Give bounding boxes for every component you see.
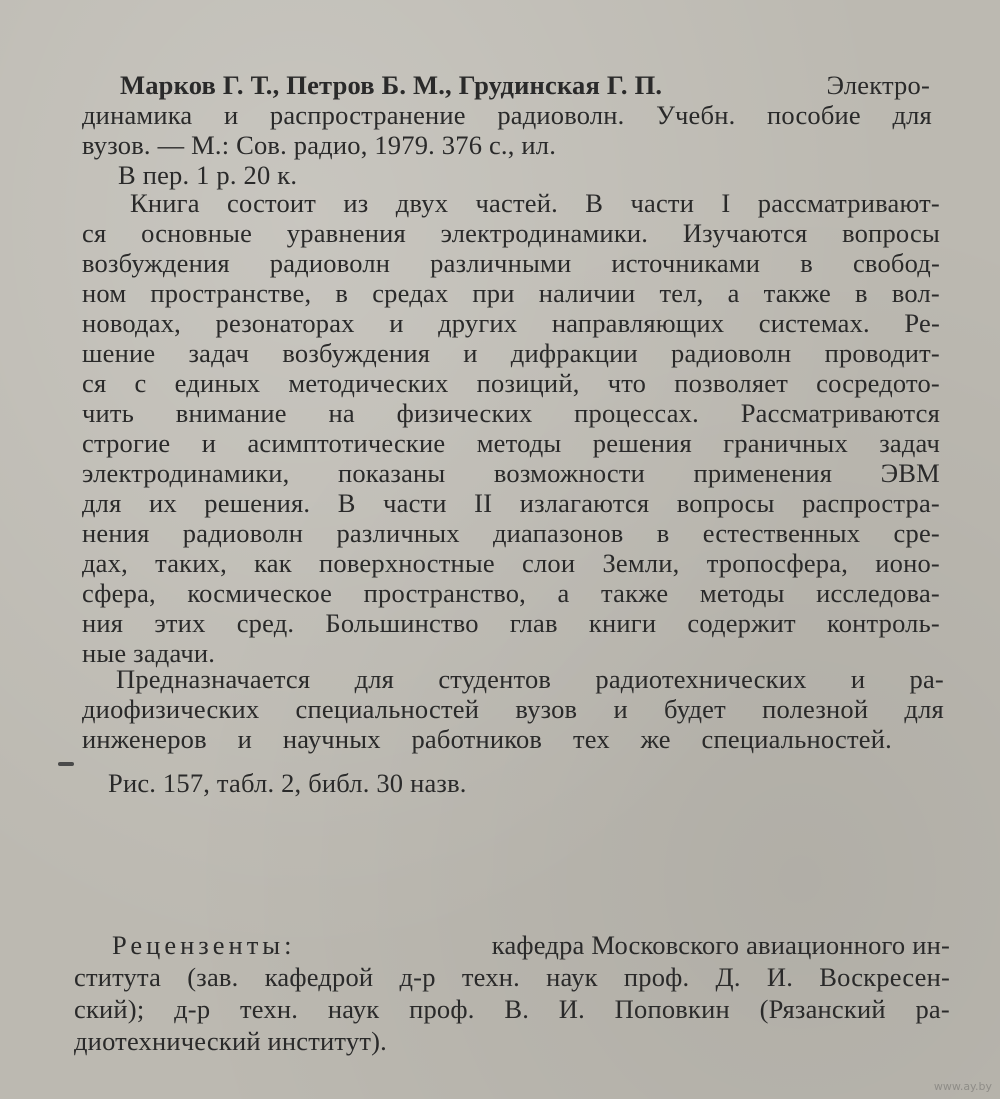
word: таких, [155, 548, 227, 578]
word: же [640, 724, 671, 754]
word: источниками [611, 248, 761, 278]
word: проф. [409, 994, 475, 1024]
word: сосредото- [816, 368, 940, 398]
word: проводит- [824, 338, 940, 368]
word: возбуждения [82, 248, 230, 278]
word: для [354, 664, 395, 694]
citation-title-start: Электро- [826, 70, 930, 100]
word: возбуждения [282, 338, 431, 368]
abstract-line [130, 188, 940, 218]
word: и [223, 100, 239, 130]
abstract-line [82, 608, 940, 638]
audience-line [116, 664, 944, 694]
word: свобод- [852, 248, 940, 278]
word: асимптотические [247, 428, 446, 458]
word: ститута [74, 962, 162, 992]
word: д-р [174, 994, 211, 1024]
word: граничных [723, 428, 848, 458]
word: слои [522, 548, 576, 578]
word: ра- [915, 994, 950, 1024]
abstract-line [82, 368, 940, 398]
word: научных [282, 724, 381, 754]
abstract-text [82, 308, 940, 338]
abstract-line [82, 398, 940, 428]
word: что [607, 368, 647, 398]
word: распростра- [802, 488, 940, 518]
audience-line [82, 724, 892, 754]
abstract-line [82, 578, 940, 608]
word: книги [588, 608, 657, 638]
word: шение [82, 338, 156, 368]
word: работников [411, 724, 543, 754]
word: частей. [475, 188, 558, 218]
abstract-text [82, 398, 940, 428]
word: а [557, 578, 570, 608]
citation-line-1 [120, 70, 930, 100]
word: техн. [240, 994, 299, 1024]
word: радиоволн [671, 338, 792, 368]
word: Воскресен- [819, 962, 950, 992]
word: будет [664, 694, 726, 724]
abstract-line [82, 518, 940, 548]
word: В [585, 188, 604, 218]
abstract-text [82, 248, 940, 278]
word: дифракции [510, 338, 638, 368]
abstract-text [82, 338, 940, 368]
reviewers-text [74, 994, 950, 1024]
word: строгие [82, 428, 171, 458]
word: решения. [204, 488, 311, 518]
word: состоит [227, 188, 317, 218]
word: физических [396, 398, 533, 428]
word: различными [430, 248, 572, 278]
word: вопросы [676, 488, 775, 518]
word: наличии [538, 278, 636, 308]
word: пространстве, [150, 278, 312, 308]
word: в [800, 248, 813, 278]
word: из [343, 188, 369, 218]
word: нения [82, 518, 150, 548]
word: Поповкин [614, 994, 730, 1024]
word: и [463, 338, 478, 368]
word: основные [141, 218, 253, 248]
word: специальностей. [701, 724, 892, 754]
word: исследова- [816, 578, 940, 608]
abstract-line [82, 428, 940, 458]
word: новодах, [82, 308, 181, 338]
word: с [134, 368, 147, 398]
word: проф. [623, 962, 690, 992]
word: радиоволн [269, 248, 391, 278]
word: глав [509, 608, 558, 638]
watermark: www.ay.by [933, 1080, 992, 1093]
citation-line-2 [82, 100, 932, 130]
word: пособие [766, 100, 861, 130]
word: средах [372, 278, 449, 308]
word: методических [288, 368, 449, 398]
word: при [472, 278, 515, 308]
word: дах, [82, 548, 128, 578]
word: внимание [175, 398, 287, 428]
word: динамика [82, 100, 193, 130]
word: контроль- [826, 608, 940, 638]
word: (зав. [187, 962, 239, 992]
word: сфера, [82, 578, 156, 608]
word: электродинамики, [82, 458, 290, 488]
abstract-line [82, 218, 940, 248]
audience-line [82, 694, 944, 724]
word: части [630, 188, 695, 218]
word: ном [82, 278, 127, 308]
word: космическое [187, 578, 333, 608]
abstract-line [82, 278, 940, 308]
word: позиций, [476, 368, 580, 398]
citation-authors: Марков Г. Т., Петров Б. М., Грудинская Г. П. [120, 70, 663, 100]
audience-text [82, 694, 944, 724]
word: вол- [891, 278, 940, 308]
abstract-text [82, 578, 940, 608]
abstract-text [82, 278, 940, 308]
word: применения [693, 458, 833, 488]
abstract-text [82, 518, 940, 548]
word: для [82, 488, 122, 518]
word: поверхностные [319, 548, 495, 578]
word: И. [766, 962, 794, 992]
word: этих [154, 608, 206, 638]
word: возможности [493, 458, 646, 488]
word: показаны [337, 458, 446, 488]
reviewers-label: Рецензенты: [112, 930, 296, 960]
word: II [474, 488, 493, 518]
word: других [438, 308, 518, 338]
abstract-text [130, 188, 940, 218]
word: ионо- [875, 548, 940, 578]
word: диофизических [82, 694, 260, 724]
word: В [337, 488, 356, 518]
reviewers-text [74, 962, 950, 992]
word: и [389, 308, 404, 338]
word: уравнения [286, 218, 406, 248]
abstract-text [82, 428, 940, 458]
word: и [237, 724, 253, 754]
word: инженеров [82, 724, 207, 754]
word: для [892, 100, 932, 130]
word: в [335, 278, 349, 308]
price: В пер. 1 р. 20 к. [118, 160, 298, 190]
word: (Рязанский [759, 994, 886, 1024]
word: излагаются [519, 488, 650, 518]
word: также [601, 578, 669, 608]
reviewers-line-2 [74, 962, 950, 992]
word: сред. [236, 608, 295, 638]
word: Ре- [904, 308, 940, 338]
word: радиотехнических [595, 664, 807, 694]
word: радиоволн. [497, 100, 625, 130]
word: и [201, 428, 217, 458]
citation-line-3: вузов. — М.: Сов. радио, 1979. 376 с., ил. [82, 130, 557, 160]
word: процессах. [574, 398, 699, 428]
word: рассматривают- [757, 188, 940, 218]
word: радиоволн [182, 518, 304, 548]
abstract-line [82, 488, 940, 518]
word: наук [327, 994, 380, 1024]
word: как [254, 548, 292, 578]
reviewers-line-3 [74, 994, 950, 1024]
word: наук [546, 962, 598, 992]
word: ЭВМ [880, 458, 940, 488]
word: методы [476, 428, 562, 458]
reviewers-line-4: диотехнический институт). [74, 1026, 387, 1056]
word: для [904, 694, 944, 724]
word: ся [82, 368, 107, 398]
word: ся [82, 218, 107, 248]
word: диапазонов [492, 518, 624, 548]
abstract-line: ные задачи. [82, 638, 216, 668]
word: системах. [758, 308, 870, 338]
word: Д. [715, 962, 741, 992]
word: сре- [893, 518, 940, 548]
word: пространство, [363, 578, 527, 608]
word: распространение [269, 100, 466, 130]
abstract-line [82, 338, 940, 368]
word: д-р [399, 962, 436, 992]
abstract-line [82, 308, 940, 338]
word: резонаторах [215, 308, 355, 338]
word: вопросы [842, 218, 940, 248]
word: Предназначается [116, 664, 311, 694]
abstract-text [82, 218, 940, 248]
word: задач [879, 428, 940, 458]
word: Рассматриваются [740, 398, 940, 428]
word: полезной [762, 694, 869, 724]
word: И. [558, 994, 585, 1024]
word: Учебн. [656, 100, 736, 130]
ink-mark [58, 762, 74, 766]
word: ский); [74, 994, 145, 1024]
word: Большинство [325, 608, 479, 638]
word: Изучаются [682, 218, 808, 248]
figures-count: Рис. 157, табл. 2, библ. 30 назв. [108, 768, 467, 798]
word: специальностей [295, 694, 480, 724]
word: различных [336, 518, 460, 548]
word: их [148, 488, 177, 518]
citation-text [82, 100, 932, 130]
word: техн. [461, 962, 520, 992]
word: также [763, 278, 831, 308]
word: тех [572, 724, 610, 754]
word: методы [699, 578, 785, 608]
abstract-line [82, 248, 940, 278]
abstract-text [82, 458, 940, 488]
word: тел, [659, 278, 704, 308]
word: в [855, 278, 868, 308]
word: тропосфера, [706, 548, 849, 578]
word: задач [188, 338, 250, 368]
word: чить [82, 398, 134, 428]
word: двух [395, 188, 449, 218]
word: ра- [909, 664, 944, 694]
word: содержит [687, 608, 796, 638]
word: В. [504, 994, 530, 1024]
word: ния [82, 608, 124, 638]
word: части [383, 488, 447, 518]
word: и [613, 694, 628, 724]
audience-text [116, 664, 944, 694]
word: на [328, 398, 355, 428]
word: направляющих [551, 308, 725, 338]
word: единых [174, 368, 261, 398]
reviewers-line-1 [112, 930, 950, 960]
abstract-text [82, 368, 940, 398]
word: вузов [515, 694, 578, 724]
word: решения [592, 428, 692, 458]
abstract-text [82, 488, 940, 518]
word: а [727, 278, 740, 308]
abstract-text [82, 548, 940, 578]
word: и [850, 664, 866, 694]
word: электродинамики. [440, 218, 649, 248]
word: Земли, [602, 548, 680, 578]
reviewers-text: кафедра Московского авиационного ин- [491, 930, 950, 960]
word: Книга [130, 188, 200, 218]
word: студентов [438, 664, 552, 694]
word: кафедрой [264, 962, 374, 992]
audience-text [82, 724, 892, 754]
word: I [721, 188, 731, 218]
word: в [656, 518, 670, 548]
word: естественных [702, 518, 861, 548]
abstract-line [82, 458, 940, 488]
word: позволяет [674, 368, 788, 398]
abstract-text [82, 608, 940, 638]
abstract-line [82, 548, 940, 578]
